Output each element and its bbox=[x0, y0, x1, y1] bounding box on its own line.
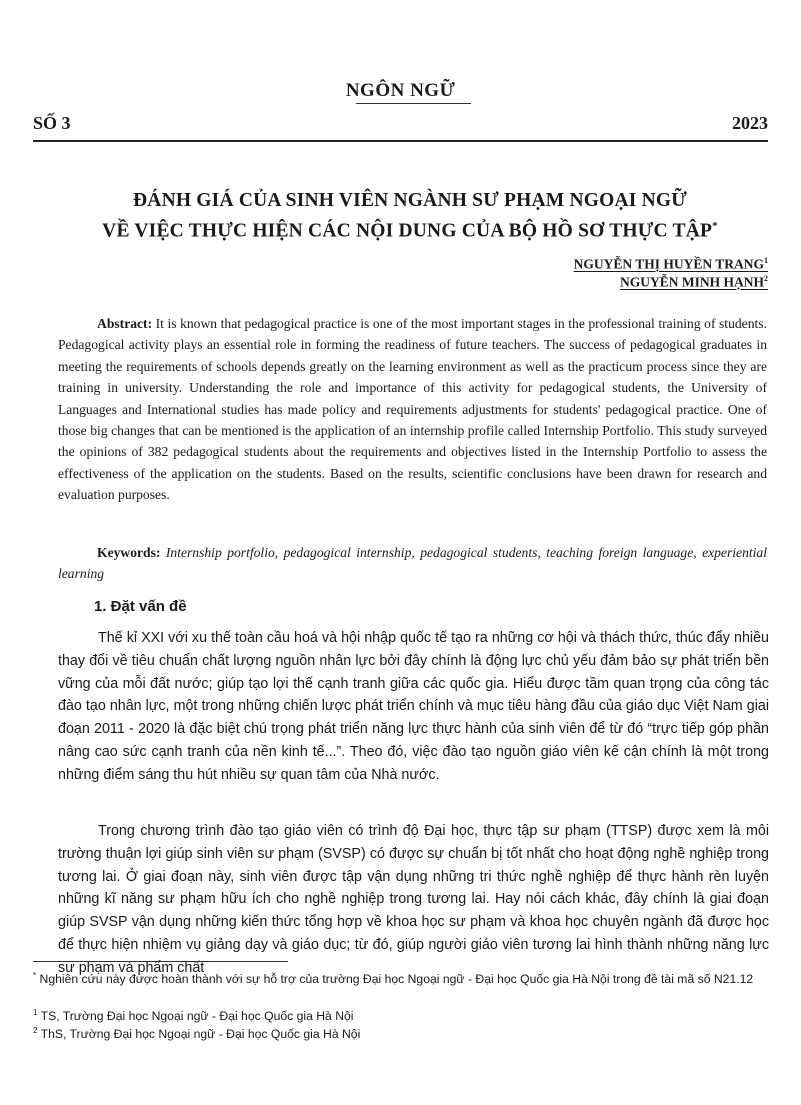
keywords-label: Keywords: bbox=[97, 545, 161, 560]
body-paragraph-2: Trong chương trình đào tạo giáo viên có trình độ Đại học, thực tập sư phạm (TTSP) được xem là môi trường thuận lợi giúp sinh viên sư phạm (SVSP) có được sự chuẩn bị tốt nhất cho hoạt động nghề nghiệp trong tương lai. Ở giai đoạn này, sinh viên được tập vận dụng những tri thức nghề nghiệp để thực hành rèn luyện những kĩ năng sư phạm hữu ích cho nghề nghiệp trong tương lai. Hay nói cách khác, đây chính là giai đoạn giúp SVSP vận dụng những kiến thức tổng hợp về khoa học sư phạm và khoa học chuyên ngành đã được học để thực hiện nhiệm vụ giảng dạy và giáo dục; từ đó, giúp người giáo viên tương lai hình thành những năng lực sư phạm và phẩm chất bbox=[58, 823, 769, 976]
keywords-text: Internship portfolio, pedagogical internship, pedagogical students, teaching foreign language, experiential learning bbox=[58, 545, 767, 582]
body-paragraph-1: Thế kỉ XXI với xu thế toàn cầu hoá và hội nhập quốc tế tạo ra những cơ hội và thách thức, thúc đẩy nhiều thay đổi về tiêu chuẩn chất lượng nguồn nhân lực bởi đây chính là động lực chủ yếu đảm bảo sự phát triển bền vững của mỗi đất nước; giúp tạo lợi thế cạnh tranh giữa các quốc gia. Hiểu được tầm quan trọng của công tác đào tạo nhân lực, một trong những chiến lược phát triển chính và mục tiêu hàng đầu của giáo dục Việt Nam giai đoạn 2011 - 2020 là đặc biệt chú trọng phát triển năng lực thực hành của sinh viên để từ đó “trực tiếp góp phần nâng cao sức cạnh tranh của nền kinh tế...”. Theo đó, việc đào tạo nguồn giáo viên kế cận chính là một trong những điểm sáng thu hút nhiều sự quan tâm của Nhà nước. bbox=[58, 630, 769, 783]
title-footnote-mark: * bbox=[712, 220, 718, 232]
keywords bbox=[58, 542, 767, 585]
issue-year: 2023 bbox=[732, 113, 768, 133]
journal-name: NGÔN NGỮ bbox=[345, 80, 456, 101]
header-divider bbox=[33, 140, 768, 142]
issue-number: SỐ 3 bbox=[33, 113, 71, 133]
footnote-author-2: $^2$ ThS, Trường Đại học Ngoại ngữ - Đại học Quốc gia Hà Nội bbox=[33, 1026, 361, 1042]
author-1: NGUYỄN THỊ HUYỀN TRANG$^1$ bbox=[573, 256, 768, 272]
article-title-line-1: ĐÁNH GIÁ CỦA SINH VIÊN NGÀNH SƯ PHẠM NGOẠI NGỮ bbox=[133, 190, 687, 211]
abstract-text: It is known that pedagogical practice is one of the most important stages in the professional training of students. Pedagogical activity plays an essential role in forming the readiness of future teachers. The success of pedagogical graduates in meeting the requirements of schools depends greatly on the learning environment as well as the practicum process since they are training in university. Understanding the role and importance of this activity for pedagogical students, the University of Languages and International studies has made policy and requirements adjustments for students' pedagogical practice. One of those big changes that can be mentioned is the application of an internship profile called Internship Portfolio. This study surveyed the opinions of 382 pedagogical students about the requirements and objectives listed in the Internship Portfolio to assess the effectiveness of the application on the students. Based on the results, scientific conclusions have been drawn for research and evaluation purposes. bbox=[58, 316, 767, 503]
author-2: NGUYỄN MINH HẠNH$^2$ bbox=[620, 274, 768, 290]
abstract-label: Abstract: bbox=[97, 316, 153, 331]
section-heading: 1. Đặt vấn đề bbox=[94, 598, 187, 615]
footnote-author-1: $^1$ TS, Trường Đại học Ngoại ngữ - Đại học Quốc gia Hà Nội bbox=[33, 1008, 354, 1024]
abstract bbox=[58, 313, 767, 506]
journal-underline bbox=[356, 103, 471, 104]
footnote-funding: * Nghiên cứu này được hoàn thành với sự hỗ trợ của trường Đại học Ngoại ngữ - Đại học Quốc gia Hà Nội trong đề tài mã số N21.12 bbox=[33, 971, 754, 987]
footnote-divider bbox=[33, 961, 288, 962]
article-title-line-2: VỀ VIỆC THỰC HIỆN CÁC NỘI DUNG CỦA BỘ HỒ SƠ THỰC TẬP* bbox=[102, 220, 718, 242]
